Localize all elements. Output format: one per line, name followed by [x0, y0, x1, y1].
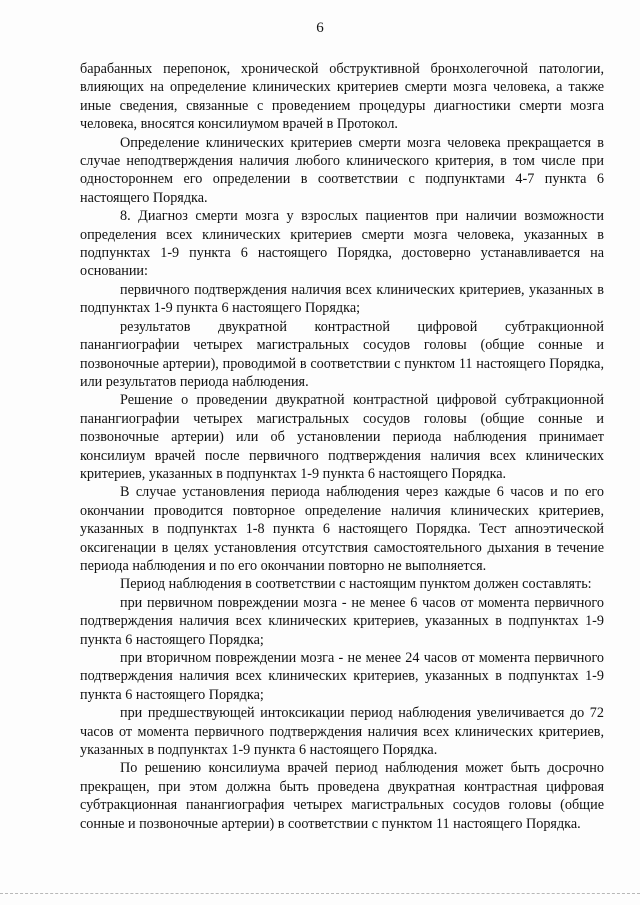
paragraph-continuation: барабанных перепонок, хронической обструктивной бронхолегочной патологии, влияющих на определение клинических критериев смерти мозга человека, а также иные сведения, связанные с проведением процедуры диагностики смерти мозга человека, вносятся консилиумом врачей в Протокол. [80, 61, 604, 133]
scan-edge-line [0, 893, 640, 894]
paragraph-decision: Решение о проведении двукратной контрастной цифровой субтракционной панангиографии четырех магистральных сосудов головы (общие сонные и позвоночные артерии) или об установлении периода наблюдения принимает консилиум врачей после первичного подтверждения наличия всех клинических критериев, указанных в подпунктах 1-9 пункта 6 настоящего Порядка. [80, 392, 604, 482]
paragraph-secondary-damage: при вторичном повреждении мозга - не менее 24 часов от момента первичного подтверждения наличия всех клинических критериев, указанных в подпунктах 1-9 пункта 6 настоящего Порядка; [80, 650, 604, 703]
paragraph-intoxication: при предшествующей интоксикации период наблюдения увеличивается до 72 часов от момента первичного подтверждения наличия всех клинических критериев, указанных в подпунктах 1-9 пункта 6 настоящего Порядка. [80, 705, 604, 759]
document-body [80, 60, 604, 833]
paragraph-criteria-termination: Определение клинических критериев смерти мозга человека прекращается в случае неподтверждения наличия любого клинического критерия, в том числе при одностороннем его определении в соответствии с подпунктами 4-7 пункта 6 настоящего Порядка. [80, 134, 604, 206]
paragraph-primary-confirmation: первичного подтверждения наличия всех клинических критериев, указанных в подпунктах 1-9 пункта 6 настоящего Порядка; [80, 281, 604, 317]
paragraph-period-length: Период наблюдения в соответствии с настоящим пунктом должен составлять: [120, 576, 592, 593]
paragraph-observation-period: В случае установления периода наблюдения через каждые 6 часов и по его окончании проводится повторное определение наличия клинических критериев, указанных в подпунктах 1-8 пункта 6 настоящего Порядка. Тест апноэтической оксигенации в целях установления отсутствия самостоятельного дыхания в течение периода наблюдения и по его окончании повторно не выполняется. [80, 484, 604, 574]
paragraph-angiography-results: результатов двукратной контрастной цифровой субтракционной панангиографии четырех магистральных сосудов головы (общие сонные и позвоночные артерии), проводимой в соответствии с пунктом 11 настоящего Порядка, или результатов периода наблюдения. [80, 318, 604, 390]
paragraph-primary-damage: при первичном повреждении мозга - не менее 6 часов от момента первичного подтверждения наличия всех клинических критериев, указанных в подпунктах 1-9 пункта 6 настоящего Порядка; [80, 594, 604, 648]
paragraph-item-8: 8. Диагноз смерти мозга у взрослых пациентов при наличии возможности определения всех клинических критериев смерти мозга человека, указанных в подпунктах 1-9 пункта 6 настоящего Порядка, достоверно устанавливается на основании: [80, 208, 604, 280]
paragraph-early-termination: По решению консилиума врачей период наблюдения может быть досрочно прекращен, при этом должна быть проведена двукратная контрастная цифровая субтракционная панангиография четырех магистральных сосудов головы (общие сонные и позвоночные артерии) в соответствии с пунктом 11 настоящего Порядка. [80, 760, 604, 832]
page-number: 6 [316, 20, 324, 36]
